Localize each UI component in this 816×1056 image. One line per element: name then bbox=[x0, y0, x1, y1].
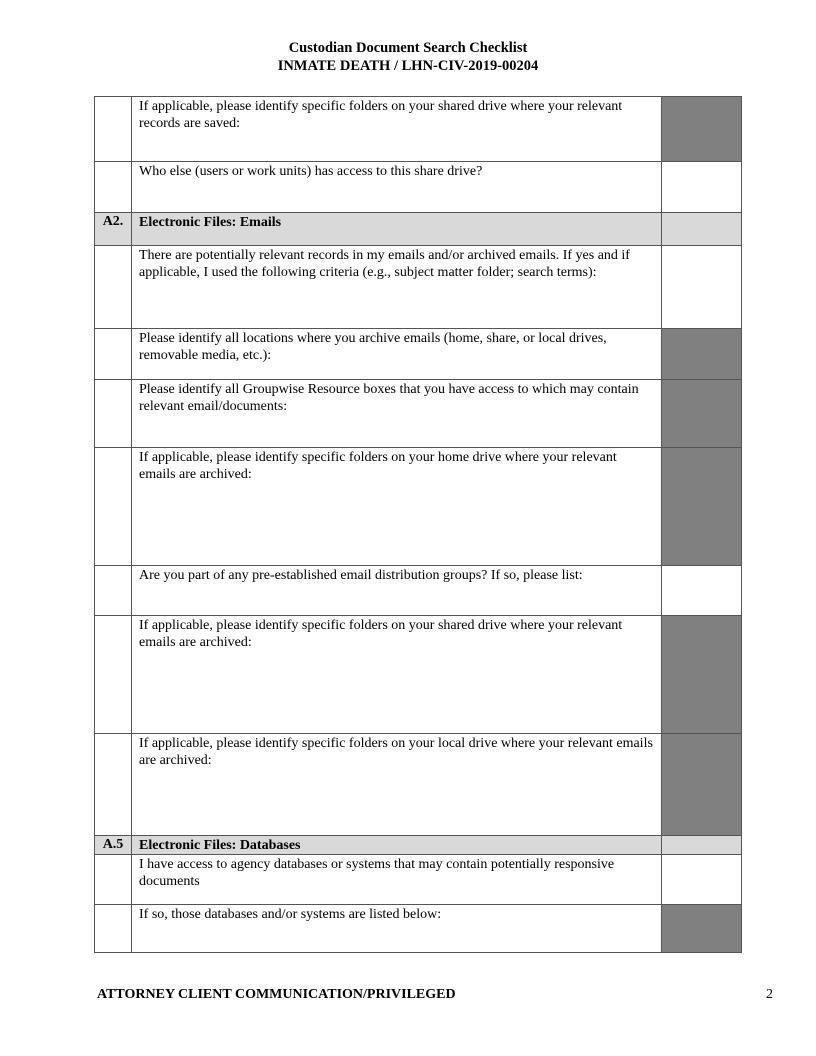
response-cell-shaded bbox=[662, 329, 742, 380]
row-number bbox=[95, 566, 132, 616]
response-cell[interactable] bbox=[662, 246, 742, 329]
row-number bbox=[95, 97, 132, 162]
table-row bbox=[95, 329, 742, 380]
section-number: A.5 bbox=[95, 836, 132, 855]
row-question: There are potentially relevant records in my emails and/or archived emails. If yes and if applicable, I used the following criteria (e.g., subject matter folder; search terms): bbox=[132, 246, 662, 329]
document-subtitle: INMATE DEATH / LHN-CIV-2019-00204 bbox=[277, 58, 539, 74]
row-number bbox=[95, 380, 132, 448]
section-number: A2. bbox=[95, 213, 132, 246]
row-number bbox=[95, 616, 132, 734]
row-question: Please identify all Groupwise Resource boxes that you have access to which may contain relevant email/documents: bbox=[132, 380, 662, 448]
response-cell-shaded bbox=[662, 734, 742, 836]
response-cell-shaded bbox=[662, 905, 742, 953]
section-header-row bbox=[95, 836, 742, 855]
row-number bbox=[95, 246, 132, 329]
table-row bbox=[95, 905, 742, 953]
row-question: If applicable, please identify specific folders on your shared drive where your relevant emails are archived: bbox=[132, 616, 662, 734]
table-row bbox=[95, 448, 742, 566]
table-row bbox=[95, 97, 742, 162]
table-row bbox=[95, 855, 742, 905]
row-number bbox=[95, 329, 132, 380]
section-response-cell bbox=[662, 213, 742, 246]
response-cell[interactable] bbox=[662, 162, 742, 213]
response-cell-shaded bbox=[662, 448, 742, 566]
row-number bbox=[95, 905, 132, 953]
table-row bbox=[95, 162, 742, 213]
document-title: Custodian Document Search Checklist bbox=[288, 40, 528, 56]
row-question: If so, those databases and/or systems are listed below: bbox=[132, 905, 662, 953]
checklist-table bbox=[94, 96, 742, 953]
table-row bbox=[95, 734, 742, 836]
response-cell-shaded bbox=[662, 380, 742, 448]
privilege-footer: ATTORNEY CLIENT COMMUNICATION/PRIVILEGED bbox=[97, 987, 456, 1002]
page-number: 2 bbox=[766, 987, 773, 1002]
row-number bbox=[95, 734, 132, 836]
row-question: Please identify all locations where you archive emails (home, share, or local drives, removable media, etc.): bbox=[132, 329, 662, 380]
row-number bbox=[95, 162, 132, 213]
response-cell[interactable] bbox=[662, 855, 742, 905]
response-cell[interactable] bbox=[662, 566, 742, 616]
section-title: Electronic Files: Databases bbox=[132, 836, 662, 855]
table-row bbox=[95, 566, 742, 616]
row-question: I have access to agency databases or systems that may contain potentially responsive documents bbox=[132, 855, 662, 905]
section-title: Electronic Files: Emails bbox=[132, 213, 662, 246]
table-row bbox=[95, 380, 742, 448]
table-row bbox=[95, 246, 742, 329]
section-header-row bbox=[95, 213, 742, 246]
row-question: If applicable, please identify specific folders on your shared drive where your relevant records are saved: bbox=[132, 97, 662, 162]
row-question: If applicable, please identify specific folders on your local drive where your relevant emails are archived: bbox=[132, 734, 662, 836]
row-number bbox=[95, 855, 132, 905]
table-row bbox=[95, 616, 742, 734]
row-question: Who else (users or work units) has access to this share drive? bbox=[132, 162, 662, 213]
row-question: Are you part of any pre-established email distribution groups? If so, please list: bbox=[132, 566, 662, 616]
response-cell-shaded bbox=[662, 616, 742, 734]
section-response-cell bbox=[662, 836, 742, 855]
row-question: If applicable, please identify specific folders on your home drive where your relevant emails are archived: bbox=[132, 448, 662, 566]
response-cell-shaded bbox=[662, 97, 742, 162]
row-number bbox=[95, 448, 132, 566]
